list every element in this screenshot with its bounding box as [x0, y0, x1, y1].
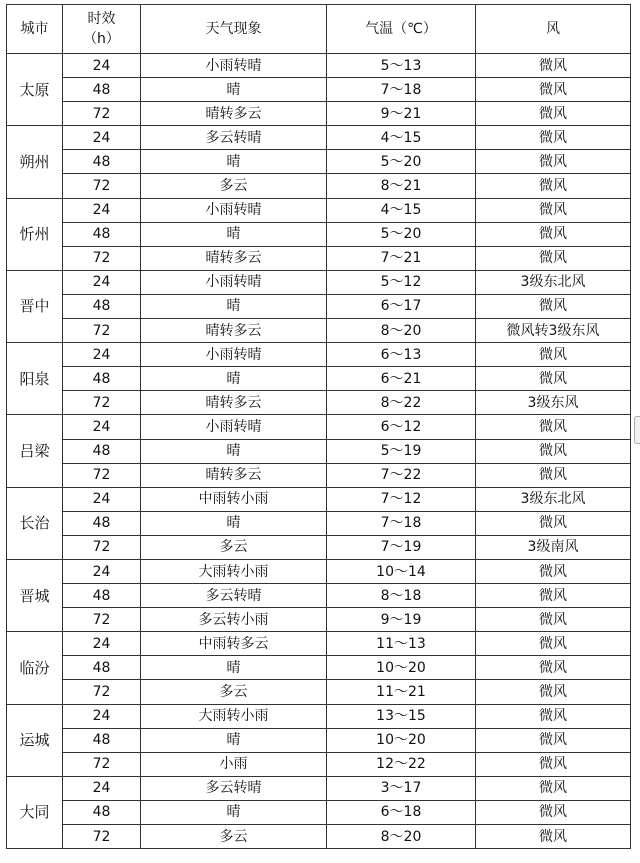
city-cell: 吕梁 [7, 415, 63, 487]
hours-cell: 24 [63, 270, 141, 294]
weather-cell: 晴转多云 [141, 391, 327, 415]
header-hours [63, 5, 141, 54]
table-row [7, 222, 631, 246]
hours-cell: 24 [63, 704, 141, 728]
temp-cell: 8～21 [327, 174, 476, 198]
hours-cell: 72 [63, 825, 141, 849]
wind-cell: 微风 [476, 680, 631, 704]
weather-cell: 多云转晴 [141, 584, 327, 608]
wind-cell: 微风 [476, 415, 631, 439]
table-body [7, 54, 631, 849]
table-row [7, 704, 631, 728]
table-row [7, 825, 631, 849]
table-row [7, 728, 631, 752]
hours-cell: 72 [63, 391, 141, 415]
hours-cell: 48 [63, 656, 141, 680]
weather-cell: 中雨转多云 [141, 632, 327, 656]
temp-cell: 8～22 [327, 391, 476, 415]
hours-cell: 48 [63, 367, 141, 391]
city-cell: 晋中 [7, 270, 63, 342]
hours-cell: 24 [63, 487, 141, 511]
city-cell: 太原 [7, 54, 63, 126]
wind-cell: 微风 [476, 78, 631, 102]
table-row [7, 752, 631, 776]
weather-cell: 多云 [141, 535, 327, 559]
header-row [7, 5, 631, 54]
temp-cell: 8～20 [327, 825, 476, 849]
temp-cell: 7～21 [327, 246, 476, 270]
scroll-edge-handle[interactable] [634, 416, 640, 444]
temp-cell: 8～20 [327, 319, 476, 343]
hours-cell: 48 [63, 728, 141, 752]
wind-cell: 微风 [476, 343, 631, 367]
weather-cell: 小雨转晴 [141, 415, 327, 439]
temp-cell: 6～13 [327, 343, 476, 367]
wind-cell: 微风 [476, 800, 631, 824]
table-row [7, 150, 631, 174]
hours-cell: 72 [63, 246, 141, 270]
table-row [7, 174, 631, 198]
temp-cell: 11～13 [327, 632, 476, 656]
wind-cell: 微风 [476, 246, 631, 270]
table-header [7, 5, 631, 54]
hours-cell: 24 [63, 776, 141, 800]
weather-cell: 小雨转晴 [141, 198, 327, 222]
city-cell: 运城 [7, 704, 63, 776]
wind-cell: 微风转3级东风 [476, 319, 631, 343]
table-row [7, 102, 631, 126]
hours-cell: 48 [63, 222, 141, 246]
city-cell: 晋城 [7, 559, 63, 631]
temp-cell: 7～18 [327, 78, 476, 102]
wind-cell: 微风 [476, 825, 631, 849]
wind-cell: 微风 [476, 222, 631, 246]
table-row [7, 559, 631, 583]
weather-cell: 晴 [141, 511, 327, 535]
wind-cell: 微风 [476, 150, 631, 174]
temp-cell: 7～12 [327, 487, 476, 511]
wind-cell: 微风 [476, 752, 631, 776]
temp-cell: 7～18 [327, 511, 476, 535]
city-cell: 朔州 [7, 126, 63, 198]
header-city: 城市 [7, 5, 63, 54]
weather-cell: 多云转晴 [141, 776, 327, 800]
wind-cell: 微风 [476, 367, 631, 391]
wind-cell: 微风 [476, 126, 631, 150]
hours-cell: 72 [63, 174, 141, 198]
city-cell: 临汾 [7, 632, 63, 704]
weather-cell: 晴转多云 [141, 319, 327, 343]
wind-cell: 微风 [476, 559, 631, 583]
table-row [7, 776, 631, 800]
weather-cell: 晴转多云 [141, 102, 327, 126]
hours-cell: 24 [63, 559, 141, 583]
weather-cell: 小雨转晴 [141, 343, 327, 367]
temp-cell: 4～15 [327, 198, 476, 222]
weather-cell: 晴 [141, 728, 327, 752]
temp-cell: 3～17 [327, 776, 476, 800]
hours-cell: 24 [63, 415, 141, 439]
weather-cell: 晴 [141, 439, 327, 463]
hours-cell: 72 [63, 102, 141, 126]
weather-cell: 多云 [141, 825, 327, 849]
weather-cell: 晴 [141, 222, 327, 246]
header-wind: 风 [476, 5, 631, 54]
weather-cell: 小雨转晴 [141, 270, 327, 294]
table-row [7, 487, 631, 511]
table-row [7, 608, 631, 632]
hours-cell: 72 [63, 535, 141, 559]
wind-cell: 微风 [476, 656, 631, 680]
hours-cell: 48 [63, 150, 141, 174]
weather-cell: 晴转多云 [141, 246, 327, 270]
wind-cell: 微风 [476, 776, 631, 800]
hours-cell: 72 [63, 608, 141, 632]
header-weather: 天气现象 [141, 5, 327, 54]
temp-cell: 10～20 [327, 656, 476, 680]
city-cell: 忻州 [7, 198, 63, 270]
city-cell: 大同 [7, 776, 63, 848]
hours-cell: 48 [63, 511, 141, 535]
temp-cell: 10～20 [327, 728, 476, 752]
temp-cell: 11～21 [327, 680, 476, 704]
wind-cell: 微风 [476, 54, 631, 78]
wind-cell: 微风 [476, 463, 631, 487]
wind-cell: 微风 [476, 584, 631, 608]
weather-cell: 多云 [141, 174, 327, 198]
hours-cell: 72 [63, 680, 141, 704]
wind-cell: 微风 [476, 728, 631, 752]
city-cell: 阳泉 [7, 343, 63, 415]
weather-cell: 多云 [141, 680, 327, 704]
temp-cell: 5～13 [327, 54, 476, 78]
table-row [7, 126, 631, 150]
weather-cell: 晴 [141, 150, 327, 174]
wind-cell: 3级东风 [476, 391, 631, 415]
table-row [7, 535, 631, 559]
hours-cell: 48 [63, 439, 141, 463]
temp-cell: 4～15 [327, 126, 476, 150]
table-row [7, 632, 631, 656]
header-temp: 气温（℃） [327, 5, 476, 54]
hours-cell: 72 [63, 463, 141, 487]
table-row [7, 319, 631, 343]
table-row [7, 439, 631, 463]
table-row [7, 584, 631, 608]
temp-cell: 9～19 [327, 608, 476, 632]
table-row [7, 54, 631, 78]
table-row [7, 294, 631, 318]
weather-cell: 小雨 [141, 752, 327, 776]
wind-cell: 微风 [476, 608, 631, 632]
hours-cell: 72 [63, 319, 141, 343]
header-hours-line2: （h） [83, 31, 120, 47]
wind-cell: 3级南风 [476, 535, 631, 559]
hours-cell: 72 [63, 752, 141, 776]
weather-cell: 中雨转小雨 [141, 487, 327, 511]
weather-cell: 大雨转小雨 [141, 704, 327, 728]
table-row [7, 800, 631, 824]
weather-cell: 小雨转晴 [141, 54, 327, 78]
table-row [7, 391, 631, 415]
wind-cell: 微风 [476, 511, 631, 535]
table-row [7, 463, 631, 487]
temp-cell: 10～14 [327, 559, 476, 583]
wind-cell: 微风 [476, 704, 631, 728]
hours-cell: 48 [63, 584, 141, 608]
temp-cell: 6～21 [327, 367, 476, 391]
temp-cell: 5～20 [327, 222, 476, 246]
temp-cell: 7～22 [327, 463, 476, 487]
weather-cell: 晴 [141, 800, 327, 824]
hours-cell: 48 [63, 78, 141, 102]
table-row [7, 343, 631, 367]
temp-cell: 6～18 [327, 800, 476, 824]
weather-cell: 晴 [141, 367, 327, 391]
table-row [7, 680, 631, 704]
wind-cell: 微风 [476, 198, 631, 222]
temp-cell: 5～19 [327, 439, 476, 463]
hours-cell: 24 [63, 632, 141, 656]
weather-cell: 大雨转小雨 [141, 559, 327, 583]
hours-cell: 24 [63, 343, 141, 367]
temp-cell: 12～22 [327, 752, 476, 776]
temp-cell: 6～17 [327, 294, 476, 318]
table-row [7, 246, 631, 270]
table-row [7, 270, 631, 294]
city-cell: 长治 [7, 487, 63, 559]
hours-cell: 48 [63, 800, 141, 824]
forecast-table-container [6, 4, 631, 849]
weather-cell: 多云转晴 [141, 126, 327, 150]
wind-cell: 3级东北风 [476, 270, 631, 294]
weather-cell: 晴 [141, 656, 327, 680]
temp-cell: 6～12 [327, 415, 476, 439]
forecast-table [6, 4, 631, 849]
weather-cell: 晴 [141, 78, 327, 102]
hours-cell: 24 [63, 126, 141, 150]
weather-cell: 多云转小雨 [141, 608, 327, 632]
temp-cell: 5～20 [327, 150, 476, 174]
temp-cell: 7～19 [327, 535, 476, 559]
wind-cell: 微风 [476, 294, 631, 318]
wind-cell: 微风 [476, 174, 631, 198]
weather-cell: 晴转多云 [141, 463, 327, 487]
wind-cell: 微风 [476, 102, 631, 126]
hours-cell: 48 [63, 294, 141, 318]
wind-cell: 微风 [476, 632, 631, 656]
table-row [7, 78, 631, 102]
table-row [7, 656, 631, 680]
table-row [7, 198, 631, 222]
weather-cell: 晴 [141, 294, 327, 318]
table-row [7, 367, 631, 391]
hours-cell: 24 [63, 54, 141, 78]
temp-cell: 9～21 [327, 102, 476, 126]
table-row [7, 511, 631, 535]
temp-cell: 8～18 [327, 584, 476, 608]
wind-cell: 3级东北风 [476, 487, 631, 511]
temp-cell: 13～15 [327, 704, 476, 728]
temp-cell: 5～12 [327, 270, 476, 294]
header-hours-line1: 时效 [87, 11, 116, 27]
table-row [7, 415, 631, 439]
wind-cell: 微风 [476, 439, 631, 463]
hours-cell: 24 [63, 198, 141, 222]
